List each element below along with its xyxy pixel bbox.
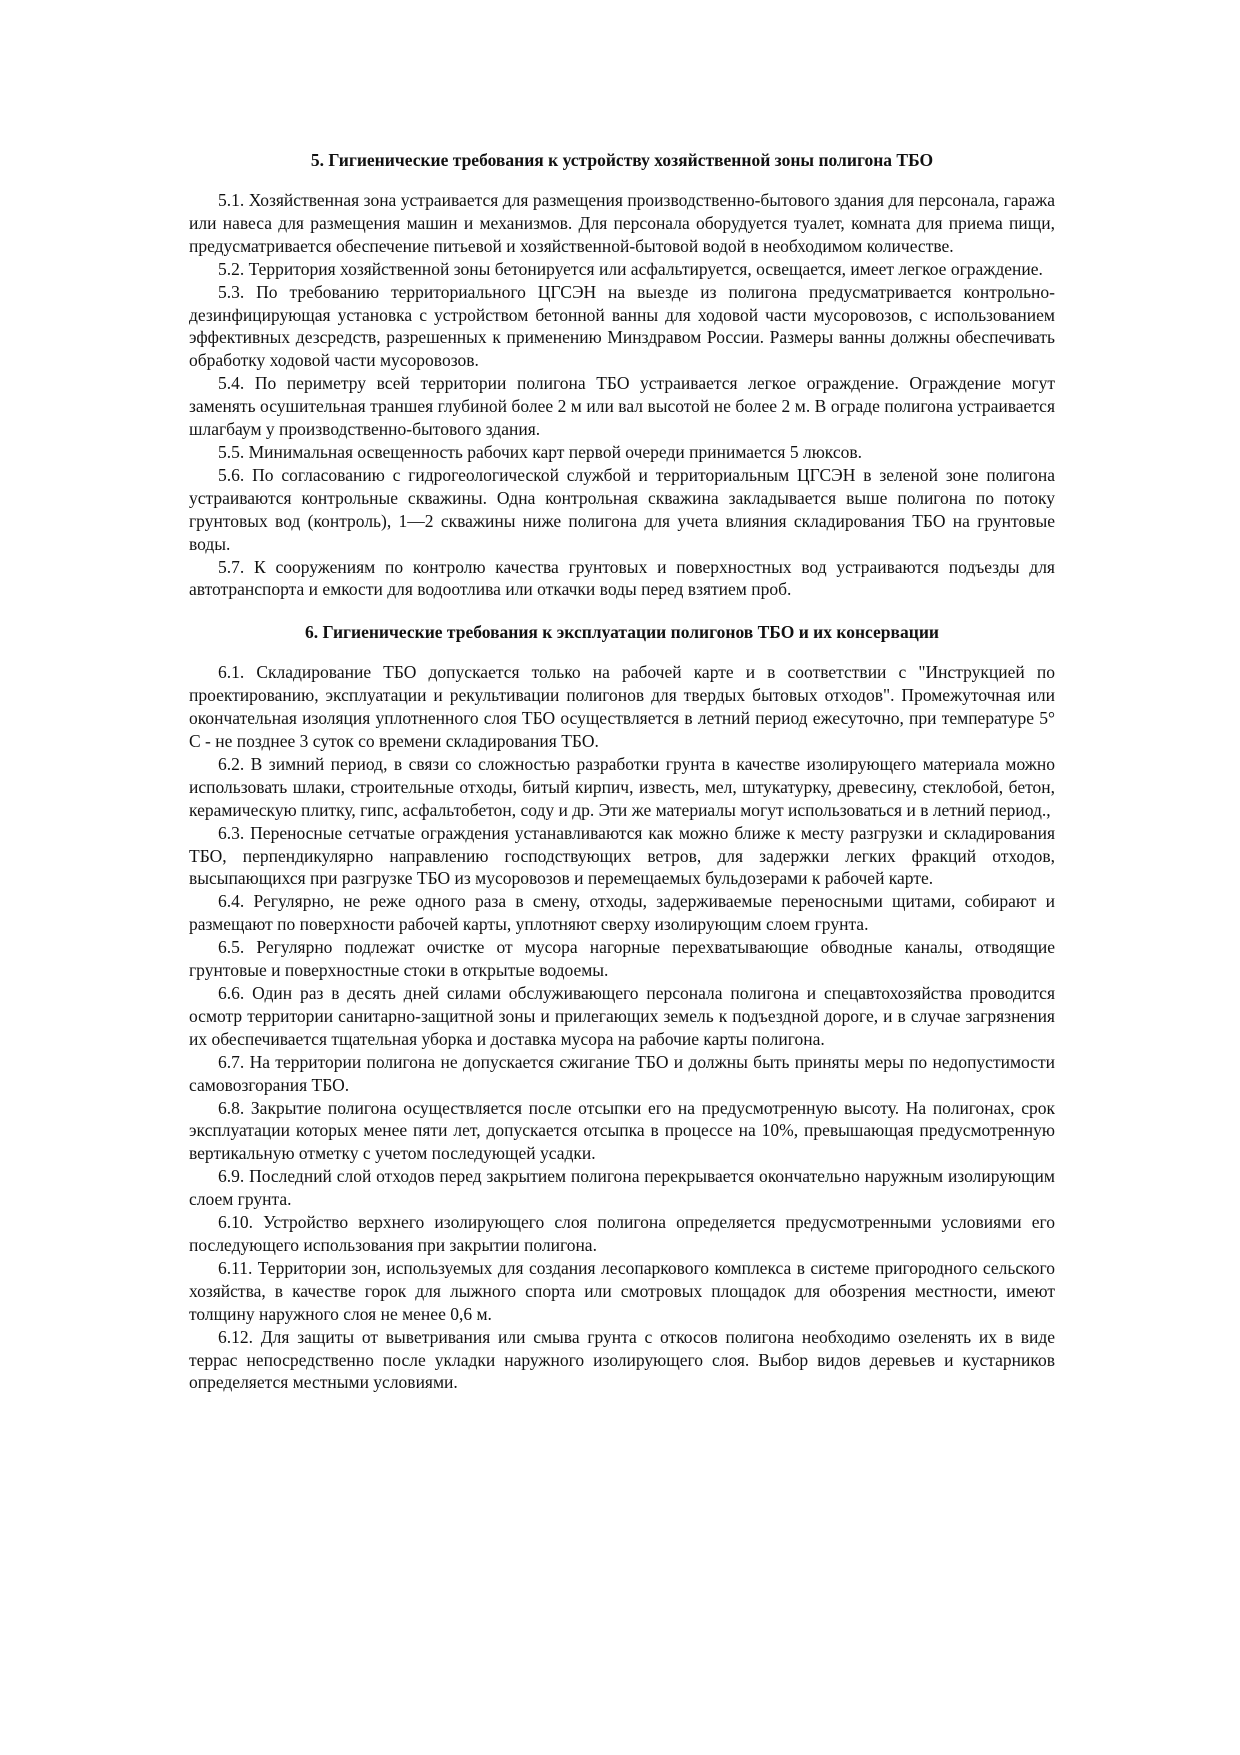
paragraph-6-1: 6.1. Складирование ТБО допускается только на рабочей карте и в соответствии с "Инструкцией по проектированию, эксплуатации и рекультивации полигонов для твердых бытовых отходов". Промежуточная или окончательная изоляция уплотненного слоя ТБО осуществляется в летний период ежесуточно, при температуре 5° С - не позднее 3 суток со времени складирования ТБО. — [189, 662, 1055, 752]
paragraph-6-3: 6.3. Переносные сетчатые ограждения устанавливаются как можно ближе к месту разгрузки и складирования ТБО, перпендикулярно направлению господствующих ветров, для задержки легких фракций отходов, высыпающихся при разгрузке ТБО из мусоровозов и перемещаемых бульдозерами к рабочей карте. — [189, 822, 1055, 889]
paragraph-5-6: 5.6. По согласованию с гидрогеологической службой и территориальным ЦГСЭН в зеленой зоне полигона устраиваются контрольные скважины. Одна контрольная скважина закладывается выше полигона по потоку грунтовых вод (контроль), 1—2 скважины ниже полигона для учета влияния складирования ТБО на грунтовые воды. — [189, 464, 1055, 554]
section-6-title: 6. Гигиенические требования к эксплуатации полигонов ТБО и их консервации — [304, 622, 939, 643]
paragraph-6-5: 6.5. Регулярно подлежат очистке от мусора нагорные перехватывающие обводные каналы, отводящие грунтовые и поверхностные стоки в открытые водоемы. — [189, 937, 1055, 981]
paragraph-6-2: 6.2. В зимний период, в связи со сложностью разработки грунта в качестве изолирующего материала можно использовать шлаки, строительные отходы, битый кирпич, известь, мел, штукатурку, древесину, стеклобой, бетон, керамическую плитку, гипс, асфальтобетон, соду и др. Эти же материалы могут использоваться и в летний период., — [189, 753, 1055, 820]
paragraph-5-2: 5.2. Территория хозяйственной зоны бетонируется или асфальтируется, освещается, имеет легкое ограждение. — [218, 258, 1043, 279]
paragraph-5-4: 5.4. По периметру всей территории полигона ТБО устраивается легкое ограждение. Ограждение могут заменять осушительная траншея глубиной более 2 м или вал высотой не более 2 м. В ограде полигона устраивается шлагбаум у производственно-бытового здания. — [189, 373, 1055, 440]
paragraph-6-4: 6.4. Регулярно, не реже одного раза в смену, отходы, задерживаемые переносными щитами, собирают и размещают по поверхности рабочей карты, уплотняют сверху изолирующим слоем грунта. — [189, 891, 1055, 935]
section-6-body — [189, 661, 1055, 1394]
paragraph-6-7: 6.7. На территории полигона не допускается сжигание ТБО и должны быть приняты меры по недопустимости самовозгорания ТБО. — [189, 1051, 1055, 1095]
paragraph-5-7: 5.7. К сооружениям по контролю качества грунтовых и поверхностных вод устраиваются подъезды для автотранспорта и емкости для водоотлива или откачки воды перед взятием проб. — [189, 556, 1055, 600]
paragraph-6-10: 6.10. Устройство верхнего изолирующего слоя полигона определяется предусмотренными условиями его последующего использования при закрытии полигона. — [189, 1212, 1055, 1255]
paragraph-6-11: 6.11. Территории зон, используемых для создания лесопаркового комплекса в системе пригородного сельского хозяйства, в качестве горок для лыжного спорта или смотровых площадок для обозрения местности, имеют толщину наружного слоя не менее 0,6 м. — [189, 1257, 1055, 1324]
paragraph-5-3: 5.3. По требованию территориального ЦГСЭН на выезде из полигона предусматривается контрольно-дезинфицирующая установка с устройством бетонной ванны для ходовой части мусоровозов, с использованием эффективных дезсредств, разрешенных к применению Минздравом России. Размеры ванны должны обеспечивать обработку ходовой части мусоровозов. — [189, 281, 1055, 371]
paragraph-6-6: 6.6. Один раз в десять дней силами обслуживающего персонала полигона и спецавтохозяйства проводится осмотр территории санитарно-защитной зоны и прилегающих земель к подъездной дороге, и в случае загрязнения их обеспечивается тщательная уборка и доставка мусора на рабочие карты полигона. — [189, 983, 1055, 1049]
document-page — [189, 148, 1055, 1394]
section-5-title: 5. Гигиенические требования к устройству хозяйственной зоны полигона ТБО — [310, 150, 934, 170]
paragraph-5-5: 5.5. Минимальная освещенность рабочих карт первой очереди принимается 5 люксов. — [218, 441, 863, 462]
section-5-body — [189, 189, 1055, 601]
paragraph-6-9: 6.9. Последний слой отходов перед закрытием полигона перекрывается окончательно наружным изолирующим слоем грунта. — [189, 1166, 1055, 1210]
paragraph-6-12: 6.12. Для защиты от выветривания или смыва грунта с откосов полигона необходимо озеленять их в виде террас непосредственно после укладки наружного изолирующего слоя. Выбор видов деревьев и кустарников определяется местными условиями. — [189, 1326, 1055, 1393]
paragraph-6-8: 6.8. Закрытие полигона осуществляется после отсыпки его на предусмотренную высоту. На полигонах, срок эксплуатации которых менее пяти лет, допускается отсыпка в процессе на 10%, превышающая предусмотренную вертикальную отметку с учетом последующей усадки. — [189, 1097, 1055, 1164]
paragraph-5-1: 5.1. Хозяйственная зона устраивается для размещения производственно-бытового здания для персонала, гаража или навеса для размещения машин и механизмов. Для персонала оборудуется туалет, комната для приема пищи, предусматривается обеспечение питьевой и хозяйственной-бытовой водой в необходимом количестве. — [189, 190, 1055, 256]
